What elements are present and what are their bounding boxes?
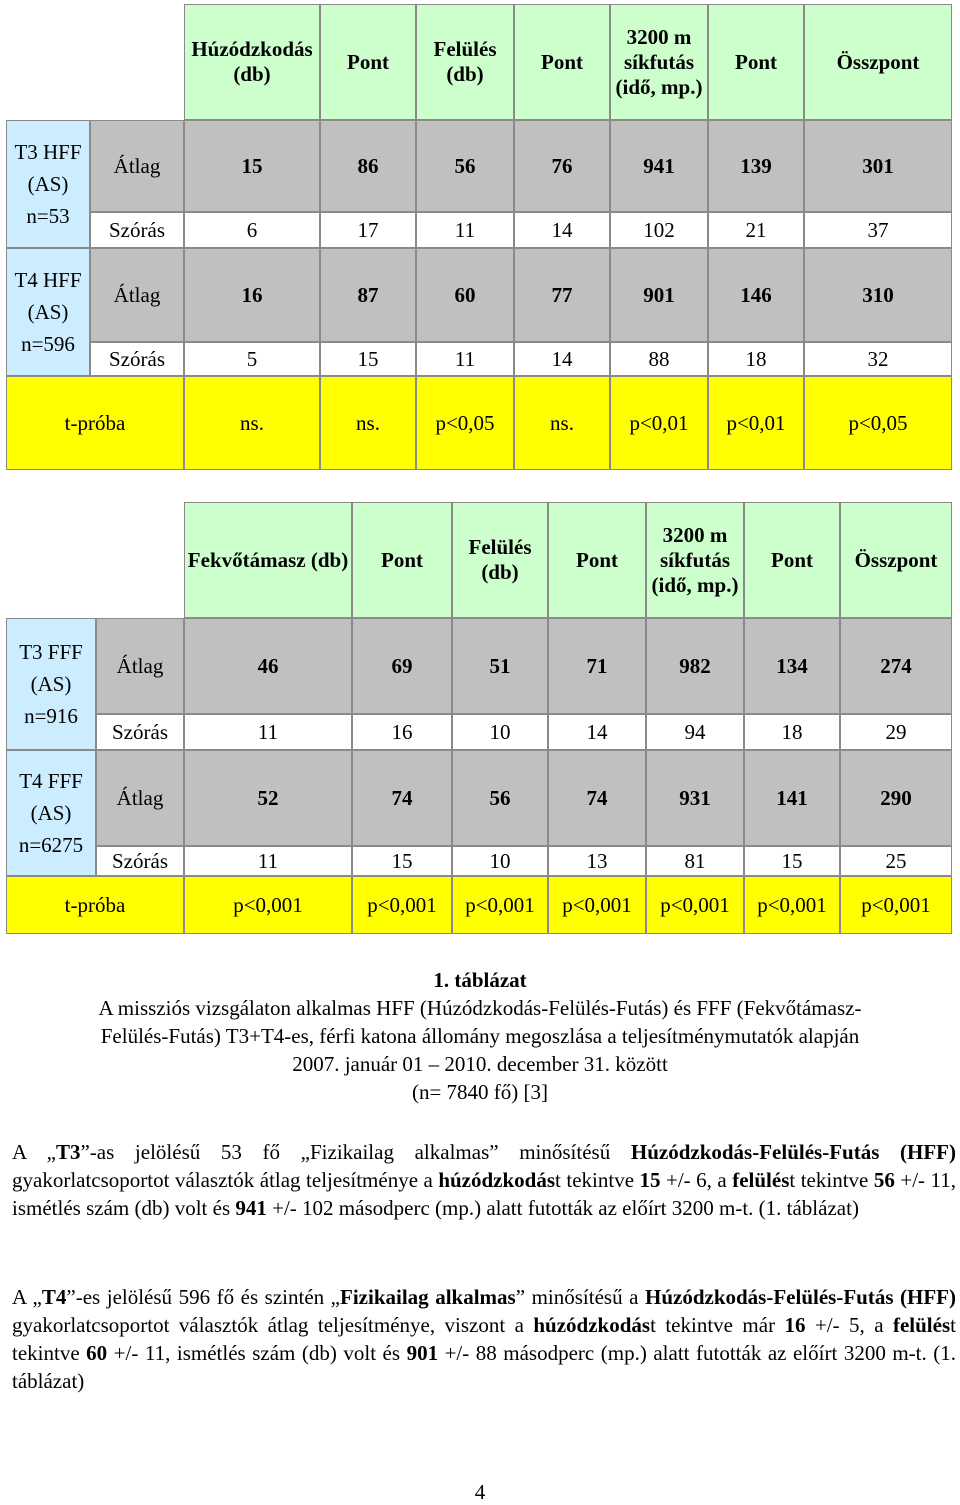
value-cell: 134 [744,618,840,714]
stat-label: Átlag [96,750,184,846]
column-header: Húzódzkodás (db) [184,4,320,120]
column-header: Fekvőtámasz (db) [184,502,352,618]
text-run: Húzódzkodás-Felülés-Futás (HFF) [644,1285,957,1309]
value-cell: 56 [452,750,548,846]
column-header: Pont [514,4,610,120]
ttest-value: p<0,001 [548,876,646,934]
value-cell: 21 [708,212,804,248]
group-label: T3 HFF (AS) n=53 [6,120,90,248]
text-run: gyakorlatcsoportot választók átlag teljesítménye a [12,1168,439,1192]
value-cell: 931 [646,750,744,846]
ttest-value: p<0,01 [610,376,708,470]
stat-label: Szórás [96,846,184,876]
ttest-value: p<0,001 [646,876,744,934]
table-row [6,120,952,212]
group-label: T4 FFF (AS) n=6275 [6,750,96,876]
text-run: +/- 11, ismétlés szám (db) volt és [12,1168,956,1220]
table-row [6,618,952,714]
caption-line: 2007. január 01 – 2010. december 31. között [292,1052,668,1076]
text-run: t tekintve [789,1168,874,1192]
table-row [6,846,952,876]
value-cell: 16 [184,248,320,342]
value-cell: 146 [708,248,804,342]
value-cell: 94 [646,714,744,750]
value-cell: 982 [646,618,744,714]
ttest-value: p<0,05 [804,376,952,470]
ttest-value: p<0,001 [840,876,952,934]
ttest-value: p<0,001 [744,876,840,934]
value-cell: 52 [184,750,352,846]
group-label: T4 HFF (AS) n=596 [6,248,90,376]
column-header: Összpont [840,502,952,618]
text-run: húzódzkodás [438,1168,556,1192]
value-cell: 69 [352,618,452,714]
ttest-row [6,876,952,934]
table-row [6,342,952,376]
value-cell: 76 [514,120,610,212]
results-table-hff [6,4,952,470]
column-header: 3200 m síkfutás (idő, mp.) [646,502,744,618]
stat-label: Szórás [96,714,184,750]
column-header: Pont [352,502,452,618]
text-run: A „ [12,1285,42,1309]
column-header: Összpont [804,4,952,120]
stat-label: Átlag [96,618,184,714]
caption-line: Felülés-Futás) T3+T4-es, férfi katona állomány megoszlása a teljesítménymutatók alapján [100,1024,860,1048]
stat-label: Átlag [90,120,184,212]
value-cell: 29 [840,714,952,750]
value-cell: 13 [548,846,646,876]
ttest-value: p<0,05 [416,376,514,470]
value-cell: 74 [548,750,646,846]
value-cell: 11 [184,846,352,876]
value-cell: 139 [708,120,804,212]
value-cell: 60 [416,248,514,342]
value-cell: 17 [320,212,416,248]
text-run: T4 [41,1285,67,1309]
value-cell: 32 [804,342,952,376]
value-cell: 88 [610,342,708,376]
text-run: 60 [86,1341,108,1365]
ttest-row [6,376,952,470]
value-cell: 310 [804,248,952,342]
text-run: A „ [12,1140,56,1164]
value-cell: 25 [840,846,952,876]
value-cell: 141 [744,750,840,846]
value-cell: 102 [610,212,708,248]
text-run: Húzódzkodás-Felülés-Futás (HFF) [630,1140,956,1164]
ttest-value: p<0,01 [708,376,804,470]
column-header: Pont [548,502,646,618]
caption-title: 1. táblázat [433,968,527,992]
column-header: 3200 m síkfutás (idő, mp.) [610,4,708,120]
value-cell: 14 [514,342,610,376]
text-run: +/- 5, a [805,1313,893,1337]
stat-label: Átlag [90,248,184,342]
table-row [6,248,952,342]
stat-label: Szórás [90,212,184,248]
text-run: 16 [784,1313,806,1337]
value-cell: 56 [416,120,514,212]
table-row [6,750,952,846]
column-header: Pont [708,4,804,120]
table-row [6,212,952,248]
text-run: felülés [892,1313,951,1337]
text-run: t tekintve [12,1313,956,1365]
text-run: +/- 6, a [660,1168,733,1192]
text-run: felülés [732,1168,790,1192]
value-cell: 16 [352,714,452,750]
ttest-value: ns. [514,376,610,470]
text-run: +/- 11, ismétlés szám (db) volt és [107,1341,407,1365]
ttest-label: t-próba [6,376,184,470]
value-cell: 71 [548,618,646,714]
value-cell: 18 [744,714,840,750]
value-cell: 18 [708,342,804,376]
ttest-value: p<0,001 [452,876,548,934]
column-header: Pont [744,502,840,618]
value-cell: 37 [804,212,952,248]
text-run: Fizikailag alkalmas [340,1285,516,1309]
group-label: T3 FFF (AS) n=916 [6,618,96,750]
value-cell: 15 [184,120,320,212]
text-run: T3 [55,1140,81,1164]
text-run: ”-as jelölésű 53 fő „Fizikailag alkalmas” minősítésű [80,1140,631,1164]
value-cell: 15 [352,846,452,876]
value-cell: 10 [452,846,548,876]
table-caption [14,966,946,1106]
body-paragraph-t4 [12,1283,956,1395]
value-cell: 15 [320,342,416,376]
text-run: 15 [639,1168,661,1192]
value-cell: 81 [646,846,744,876]
value-cell: 14 [548,714,646,750]
value-cell: 5 [184,342,320,376]
value-cell: 74 [352,750,452,846]
value-cell: 11 [184,714,352,750]
ttest-value: p<0,001 [352,876,452,934]
corner-cell [6,4,184,120]
text-run: 901 [406,1341,439,1365]
table-row [6,714,952,750]
value-cell: 11 [416,342,514,376]
text-run: húzódzkodás [533,1313,651,1337]
caption-line: A missziós vizsgálaton alkalmas HFF (Húzódzkodás-Felülés-Futás) és FFF (Fekvőtámasz- [98,996,862,1020]
results-table-fff [6,502,952,934]
column-header: Pont [320,4,416,120]
ttest-label: t-próba [6,876,184,934]
text-run: ” minősítésű a [515,1285,645,1309]
text-run: +/- 88 másodperc (mp.) alatt futották az előírt 3200 m-t. (1. táblázat) [12,1341,957,1393]
column-header: Felülés (db) [452,502,548,618]
value-cell: 941 [610,120,708,212]
corner-cell [6,502,184,618]
body-paragraph-t3 [12,1138,956,1222]
value-cell: 11 [416,212,514,248]
value-cell: 14 [514,212,610,248]
value-cell: 86 [320,120,416,212]
column-header: Felülés (db) [416,4,514,120]
ttest-value: ns. [184,376,320,470]
text-run: ”-es jelölésű 596 fő és szintén „ [66,1285,341,1309]
page-number: 4 [474,1480,486,1504]
value-cell: 901 [610,248,708,342]
ttest-value: ns. [320,376,416,470]
value-cell: 10 [452,714,548,750]
value-cell: 290 [840,750,952,846]
value-cell: 87 [320,248,416,342]
value-cell: 15 [744,846,840,876]
value-cell: 274 [840,618,952,714]
value-cell: 46 [184,618,352,714]
value-cell: 51 [452,618,548,714]
value-cell: 77 [514,248,610,342]
ttest-value: p<0,001 [184,876,352,934]
text-run: t tekintve [555,1168,640,1192]
text-run: 56 [873,1168,895,1192]
text-run: +/- 102 másodperc (mp.) alatt futották az előírt 3200 m-t. (1. táblázat) [266,1196,859,1220]
text-run: gyakorlatcsoportot választók átlag teljesítménye, viszont a [12,1313,534,1337]
stat-label: Szórás [90,342,184,376]
caption-line: (n= 7840 fő) [3] [411,1080,549,1104]
value-cell: 6 [184,212,320,248]
value-cell: 301 [804,120,952,212]
text-run: t tekintve már [650,1313,785,1337]
text-run: 941 [235,1196,267,1220]
